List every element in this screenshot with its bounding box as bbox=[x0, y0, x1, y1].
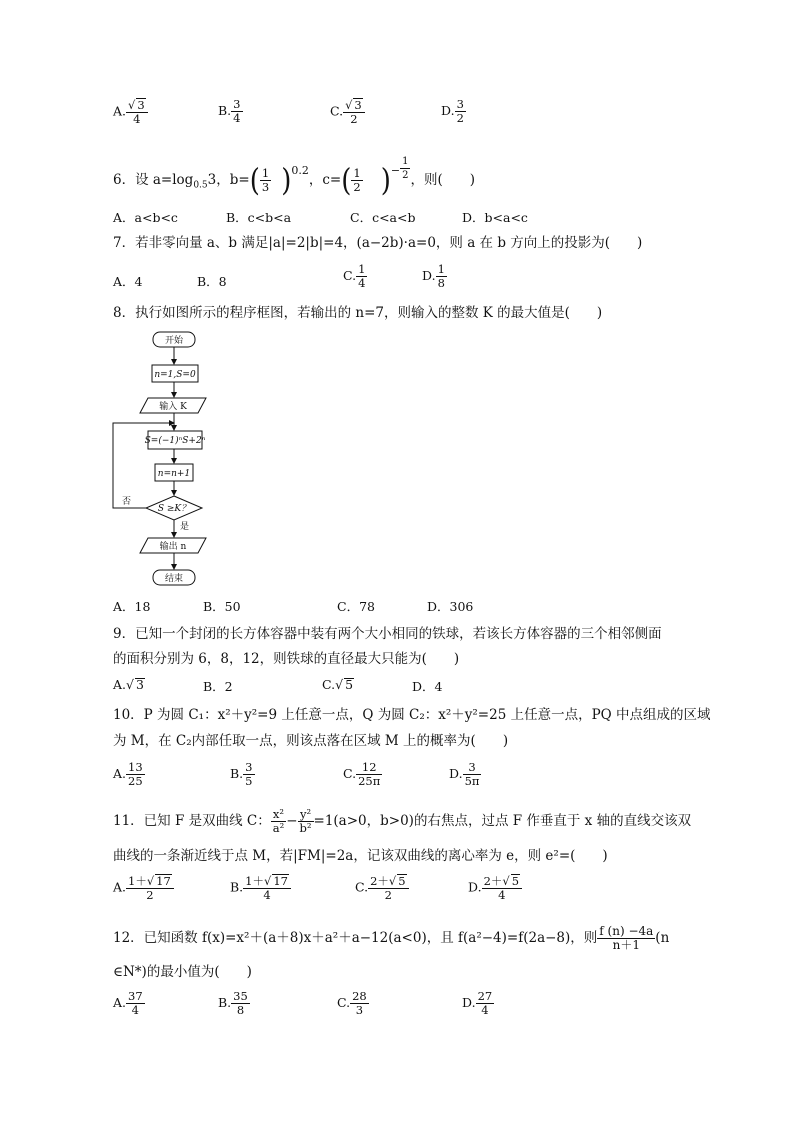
q8-option-b: B．50 bbox=[203, 599, 241, 614]
flowchart bbox=[108, 328, 218, 590]
q5-option-a: A. $\frac{√ 3}{4}$ bbox=[113, 98, 148, 126]
question-12-line-1: 12．已知函数 f(x)=x²＋(a＋8)x＋a²＋a−12(a<0)，且 f(a²−4)=f(2a−8)，则 $\frac{f (n) -4a}{n+1}$ (n bbox=[113, 924, 670, 952]
q12-option-b: B. $\frac{35}{8}$ bbox=[218, 989, 248, 1017]
q10-option-a: A. $\frac{13}{25}$ bbox=[113, 760, 143, 788]
question-11-line-2: 曲线的一条渐近线于点 M，若|FM|=2a，记该双曲线的离心率为 e，则 e²=( ) bbox=[113, 848, 608, 864]
q11-option-d: D. $\frac{2+√ 5}{4}$ bbox=[468, 874, 522, 902]
flow-start-label: 开始 bbox=[164, 336, 184, 346]
q9-option-d: D．4 bbox=[412, 679, 443, 694]
question-8: 8．执行如图所示的程序框图，若输出的 n=7，则输入的整数 K 的最大值是( ) bbox=[113, 305, 603, 321]
flow-output-label: 输出 n bbox=[159, 542, 187, 552]
flow-condition-label: S ≥K？ bbox=[157, 504, 191, 514]
flow-input-label: 输入 K bbox=[159, 402, 187, 412]
question-7: 7．若非零向量 a、b 满足|a|=2|b|=4，(a−2b)·a=0，则 a 在 b 方向上的投影为( ) bbox=[113, 235, 643, 251]
flow-init-label: n=1,S=0 bbox=[154, 370, 196, 380]
q11-option-a: A. $\frac{1+√ 17}{2}$ bbox=[113, 874, 174, 902]
q8-option-d: D．306 bbox=[427, 599, 474, 614]
flow-no-label: 否 bbox=[122, 497, 132, 507]
q5-option-c: C. $\frac{√ 3}{2}$ bbox=[330, 98, 365, 126]
question-10-line-2: 为 M，在 C₂内部任取一点，则该点落在区域 M 上的概率为( ) bbox=[113, 733, 509, 749]
q9-option-b: B．2 bbox=[203, 679, 233, 694]
q12-option-a: A. $\frac{37}{4}$ bbox=[113, 989, 143, 1017]
question-11-line-1: 11．已知 F 是双曲线 C： $\frac{\text{x²}}{\text{a²}}$ − $\frac{\text{y²}}{\text{b²}}$ =1(a>0，b>0)的右焦点，过点 F 作垂直于 x 轴的直线交该双 bbox=[113, 807, 692, 835]
q6-option-c: C．c<a<b bbox=[350, 210, 416, 225]
q6-option-a: A．a<b<c bbox=[113, 210, 178, 225]
question-10-line-1: 10．P 为圆 C₁：x²＋y²=9 上任意一点，Q 为圆 C₂：x²＋y²=25 上任意一点，PQ 中点组成的区域 bbox=[113, 707, 711, 723]
flow-end-label: 结束 bbox=[164, 574, 184, 584]
question-12-line-2: ∈N*)的最小值为( ) bbox=[113, 964, 252, 980]
q7-option-a: A．4 bbox=[113, 274, 143, 289]
question-9-line-1: 9．已知一个封闭的长方体容器中装有两个大小相同的铁球，若该长方体容器的三个相邻侧面 bbox=[113, 626, 662, 642]
flow-increment-label: n=n+1 bbox=[157, 469, 191, 479]
q6-option-d: D．b<a<c bbox=[462, 210, 528, 225]
q10-option-d: D. $\frac{3}{5\pi}$ bbox=[449, 760, 480, 788]
q11-option-c: C. $\frac{2+√ 5}{2}$ bbox=[355, 874, 409, 902]
q7-option-d: D. $\frac{1}{8}$ bbox=[422, 262, 445, 290]
q9-option-a: A.√ 3 bbox=[113, 677, 144, 692]
question-6: 6．设 $a=\log_{0.5}3$，b=( $\frac{1}{3}$ )$^{0.2}$，c=( $\frac{1}{2}$ )− $\frac{1}{2}$ ，则( ) bbox=[113, 156, 475, 199]
q7-option-c: C. $\frac{1}{4}$ bbox=[343, 262, 366, 290]
q12-option-c: C. $\frac{28}{3}$ bbox=[337, 989, 367, 1017]
q9-option-c: C.√ 5 bbox=[322, 677, 354, 692]
q6-option-b: B．c<b<a bbox=[226, 210, 292, 225]
q8-option-a: A．18 bbox=[113, 599, 151, 614]
q10-option-c: C. $\frac{12}{25\pi}$ bbox=[343, 760, 381, 788]
q5-option-d: D. $\frac{3}{2}$ bbox=[441, 97, 464, 125]
q8-option-c: C．78 bbox=[337, 599, 375, 614]
q7-option-b: B．8 bbox=[197, 274, 227, 289]
q12-option-d: D. $\frac{27}{4}$ bbox=[462, 989, 493, 1017]
flow-yes-label: 是 bbox=[180, 522, 190, 532]
q5-option-b: B. $\frac{3}{4}$ bbox=[218, 97, 241, 125]
question-9-line-2: 的面积分别为 6，8，12，则铁球的直径最大只能为( ) bbox=[113, 651, 460, 667]
q11-option-b: B. $\frac{1+√ 17}{4}$ bbox=[230, 874, 291, 902]
q10-option-b: B. $\frac{3}{5}$ bbox=[230, 760, 253, 788]
flow-calc-label: S=(−1)ⁿS+2ⁿ bbox=[144, 436, 206, 446]
